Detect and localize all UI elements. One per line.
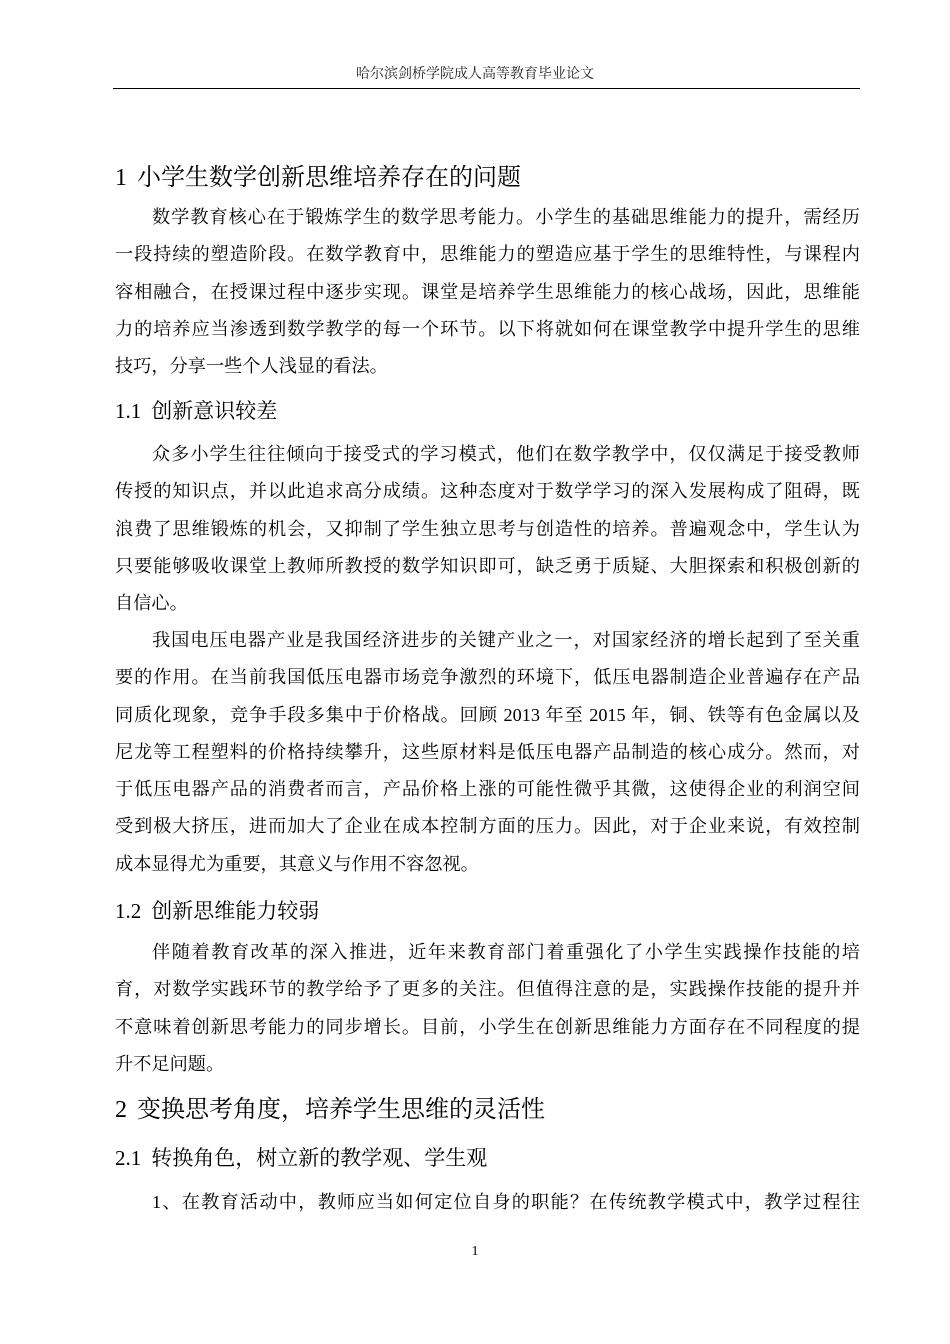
text-line: 不意味着创新思考能力的同步增长。目前，小学生在创新思维能力方面存在不同程度的提	[115, 1016, 860, 1037]
heading-number: 1.1	[115, 399, 142, 423]
text-line: 容相融合，在授课过程中逐步实现。课堂是培养学生思维能力的核心战场，因此，思维能	[115, 281, 860, 302]
heading-1	[115, 161, 521, 194]
text-line: 技巧，分享一些个人浅显的看法。	[115, 356, 388, 377]
heading-2	[115, 1093, 545, 1126]
heading-1-1	[115, 396, 277, 426]
paragraph	[115, 199, 860, 385]
text-line: 传授的知识点，并以此追求高分成绩。这种态度对于数学学习的深入发展构成了阻碍，既	[115, 481, 860, 502]
text-line: 尼龙等工程塑料的价格持续攀升，这些原材料是低压电器产品制造的核心成分。然而，对	[115, 741, 860, 762]
paragraph	[115, 622, 860, 883]
heading-title: 变换思考角度，培养学生思维的灵活性	[137, 1095, 545, 1123]
heading-number: 2	[115, 1097, 127, 1123]
text-line: 浪费了思维锻炼的机会，又抑制了学生独立思考与创造性的培养。普遍观念中，学生认为	[115, 518, 860, 539]
text-line: 自信心。	[115, 593, 188, 614]
heading-2-1	[115, 1143, 487, 1173]
text-line: 伴随着教育改革的深入推进，近年来教育部门着重强化了小学生实践操作技能的培	[152, 942, 860, 962]
paragraph	[115, 436, 860, 622]
text-line: 1、在教育活动中，教师应当如何定位自身的职能？在传统教学模式中，教学过程往	[152, 1192, 860, 1212]
text-line: 成本显得尤为重要，其意义与作用不容忽视。	[115, 853, 479, 874]
text-line: 众多小学生往往倾向于接受式的学习模式，他们在数学教学中，仅仅满足于接受教师	[152, 444, 860, 464]
text-line: 数学教育核心在于锻炼学生的数学思考能力。小学生的基础思维能力的提升，需经历	[152, 207, 860, 227]
heading-title: 创新意识较差	[151, 399, 278, 423]
heading-1-2	[115, 896, 319, 926]
paragraph	[115, 934, 860, 1083]
text-line: 受到极大挤压，进而加大了企业在成本控制方面的压力。因此，对于企业来说，有效控制	[115, 816, 860, 837]
heading-title: 转换角色，树立新的教学观、学生观	[151, 1146, 488, 1170]
heading-title: 创新思维能力较弱	[151, 899, 320, 923]
paragraph	[115, 1184, 860, 1221]
text-line: 我国电压电器产业是我国经济进步的关键产业之一，对国家经济的增长起到了至关重	[152, 630, 860, 650]
heading-number: 2.1	[115, 1146, 142, 1170]
heading-title: 小学生数学创新思维培养存在的问题	[137, 163, 521, 191]
page-number: 1	[471, 1244, 479, 1259]
text-line: 育，对数学实践环节的教学给予了更多的关注。但值得注意的是，实践操作技能的提升并	[115, 979, 860, 1000]
text-line: 一段持续的塑造阶段。在数学教育中，思维能力的塑造应基于学生的思维特性，与课程内	[115, 244, 860, 265]
running-header: 哈尔滨剑桥学院成人高等教育毕业论文	[356, 67, 594, 82]
heading-number: 1	[115, 165, 127, 191]
text-line: 只要能够吸收课堂上教师所教授的数学知识即可，缺乏勇于质疑、大胆探索和积极创新的	[115, 555, 860, 576]
text-line: 要的作用。在当前我国低压电器市场竞争激烈的环境下，低压电器制造企业普遍存在产品	[115, 667, 860, 688]
text-line: 同质化现象，竞争手段多集中于价格战。回顾 2013 年至 2015 年，铜、铁等有色金属以及	[115, 704, 860, 725]
heading-number: 1.2	[115, 899, 142, 923]
text-line: 力的培养应当渗透到数学教学的每一个环节。以下将就如何在课堂教学中提升学生的思维	[115, 318, 860, 339]
header-divider	[113, 88, 860, 89]
text-line: 升不足问题。	[115, 1053, 225, 1074]
text-line: 于低压电器产品的消费者而言，产品价格上涨的可能性微乎其微，这使得企业的利润空间	[115, 779, 860, 800]
